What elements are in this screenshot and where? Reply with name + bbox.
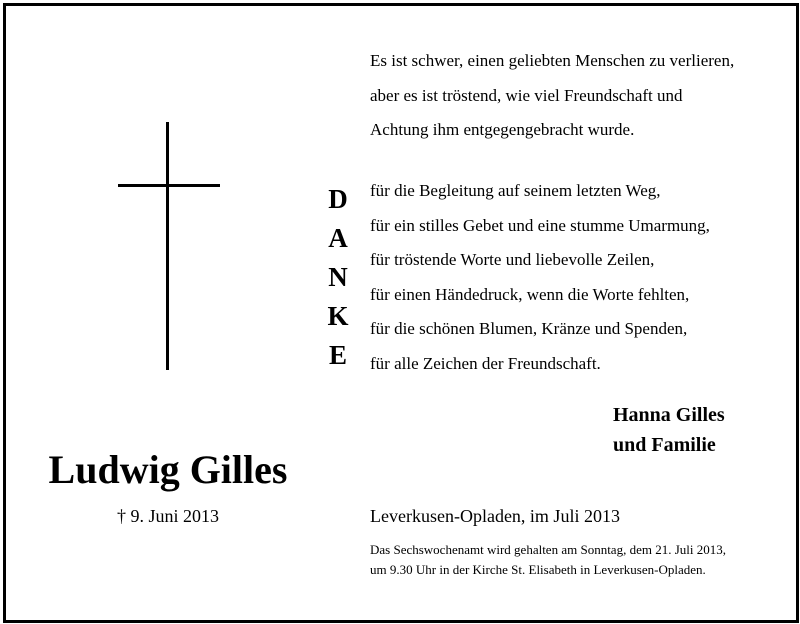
service-line: Das Sechswochenamt wird gehalten am Sonntag, dem 21. Juli 2013, (370, 542, 726, 557)
thanks-line: für tröstende Worte und liebevolle Zeilen, (370, 250, 655, 269)
danke-letter: A (328, 223, 348, 253)
cross-horizontal-bar (118, 184, 220, 187)
intro-line: Es ist schwer, einen geliebten Menschen zu verlieren, (370, 51, 735, 70)
thanks-line: für die Begleitung auf seinem letzten Weg, (370, 181, 661, 200)
thanks-line: für die schönen Blumen, Kränze und Spenden, (370, 319, 688, 338)
danke-letter: D (328, 184, 348, 214)
thanks-list (370, 174, 710, 381)
signature (613, 400, 725, 460)
death-date: † 9. Juni 2013 (116, 506, 219, 526)
danke-letter: E (328, 340, 347, 370)
signature-name: Hanna Gilles (613, 404, 725, 426)
danke-letter: K (327, 301, 349, 331)
intro-paragraph (370, 44, 734, 148)
place-date: Leverkusen-Opladen, im Juli 2013 (370, 506, 620, 526)
danke-vertical-word (322, 180, 354, 375)
thanks-line: für alle Zeichen der Freundschaft. (370, 353, 601, 373)
thanks-line: für ein stilles Gebet und eine stumme Umarmung, (370, 215, 710, 235)
service-line: um 9.30 Uhr in der Kirche St. Elisabeth in Leverkusen-Opladen. (370, 562, 706, 577)
intro-line: Achtung ihm entgegengebracht wurde. (370, 120, 635, 139)
thanks-line: für einen Händedruck, wenn die Worte fehlten, (370, 284, 690, 304)
danke-letter: N (328, 262, 348, 292)
cross-vertical-bar (166, 122, 169, 370)
service-notice (370, 540, 726, 580)
signature-family: und Familie (613, 434, 716, 456)
intro-line: aber es ist tröstend, wie viel Freundschaft und (370, 85, 683, 105)
deceased-name: Ludwig Gilles (48, 447, 288, 492)
